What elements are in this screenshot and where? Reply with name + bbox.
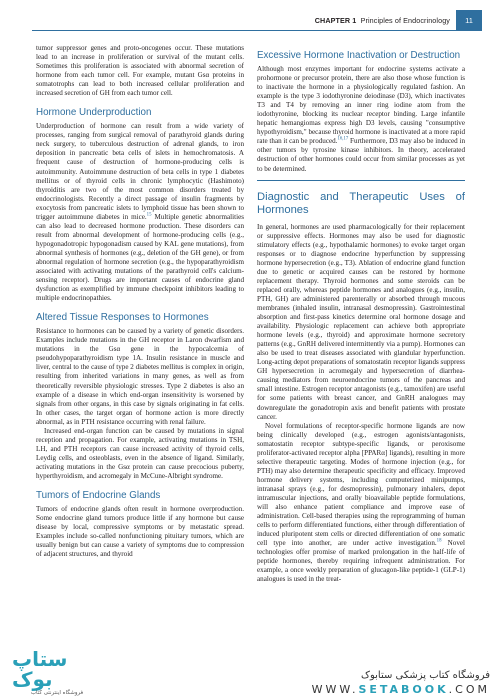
paragraph-intro: tumor suppressor genes and proto-oncogenes occur. These mutations lead to an increase in proliferation or survival of the mutant cells. Sometimes this proliferation is associated with abnormal secretion of hormone from each tumor cell. For example, mutant Gsα proteins in somatotrophs can lead to both increased cellular proliferation and increased secretion of GH from each tumor cell. (36, 44, 244, 98)
url-brand: SETABOOK (358, 683, 449, 696)
paragraph-excessive (257, 65, 465, 174)
running-header (18, 10, 482, 30)
paragraph-tumors: Tumors of endocrine glands often result in hormone overproduction. Some endocrine gland tumors produce little if any hormone but cause disease by local, compressive symptoms or by metastatic spread. Examples include so-called nonfunctioning pituitary tumors, which are usually benign but can cause a variety of symptoms due to compression of adjacent structures, and thyroid (36, 505, 244, 559)
page-number: 11 (456, 10, 482, 30)
citation-16-17[interactable]: 16,17 (337, 137, 349, 143)
paragraph-underproduction-part-b: Multiple genetic abnormalities can also lead to decreased hormone production. These disorders can result from abnormal development of hormone-producing cells (e.g., hypogonadotropic hypogonadism caused by KAL gene mutations), from abnormal synthesis of hormones (e.g., deletion of the GH gene), or from abnormal regulation of hormone secretion (e.g., the hypoparathyroidism associated with activating mutations of the parathyroid cell's calcium-sensing receptor). Drugs are important causes of endocrine gland dysfunction as exemplified by immune checkpoint inhibitors leading to multiple endocrinopathies. (36, 212, 244, 303)
paragraph-diagnostic-1: In general, hormones are used pharmacologically for their replacement or suppressive effects. Hormones may also be used for diagnostic stimulatory effects (e.g., hypothalamic hormones) to evoke target organ responses or to diagnose endocrine hyperfunction by suppressing hormone hypersecretion (e.g., T3). Ablation of endocrine gland function due to genetic or acquired causes can be restored by hormone replacement therapy. Thyroid hormones and some steroids can be replaced orally, whereas peptide hormones and analogues (e.g., insulin, PTH, GH) are administered parenterally or absorbed through mucous membranes (inhaled insulin, intranasal desmopressin). Gastrointestinal absorption and first-pass kinetics determine oral hormone dosage and availability. Physiologic replacement can achieve both appropriate hormone levels (e.g., thyroid) and approximate hormone secretory patterns (e.g., GnRH delivered intermittently via a pump). Hormones can also be used to treat diseases associated with glandular hyperfunction. Long-acting depot preparations of somatostatin receptor ligands suppress GH hypersecretion in acromegaly and hypersecretion of diarrhea-causing mediators from neuroendocrine tumors of the pancreas and small intestine. Estrogen receptor antagonists (e.g., tamoxifen) are useful for some patients with breast cancer, and GnRH analogues may downregulate the gonadotropin axis and benefit patients with prostate cancer. (257, 222, 465, 421)
heading-hormone-underproduction: Hormone Underproduction (36, 107, 152, 119)
heading-excessive-inactivation: Excessive Hormone Inactivation or Destruction (257, 50, 461, 61)
heading-tumors-of-endocrine-glands: Tumors of Endocrine Glands (36, 490, 161, 502)
store-name: فروشگاه کتاب پزشکی ستابوک (361, 670, 490, 681)
paragraph-excessive-part-a: Although most enzymes important for endocrine systems activate a prohormone or precursor protein, there are also those whose function is to inactivate the hormone in a physiologically regulated fashion. An example is the type 3 iodothyronine deiodinase (D3), which inactivates T3 and T4 by removing an inner ring iodine atom from the iodothyronine, blocking its nuclear receptor binding. Large infantile hepatic hemangiomas express high D3 levels, causing "consumptive hypothyroidism," because thyroid hormone is inactivated at a more rapid rate than it can be produced. (257, 65, 465, 146)
paragraph-underproduction (36, 122, 244, 303)
paragraph-diagnostic-2 (257, 422, 465, 585)
logo-mark: ستاپ بوک (12, 647, 68, 691)
url-prefix: WWW. (311, 683, 359, 696)
header-rule (32, 30, 482, 31)
left-column (36, 44, 244, 559)
store-url[interactable] (312, 683, 490, 696)
citation-15[interactable]: 15 (146, 212, 152, 218)
chapter-label: CHAPTER 1 (314, 15, 357, 25)
section-divider (257, 180, 465, 181)
heading-diagnostic-therapeutic-uses: Diagnostic and Therapeutic Uses of Hormones (257, 190, 465, 217)
paragraph-diagnostic-2-part-a: Novel formulations of receptor-specific hormone ligands are now being clinically developed (e.g., estrogen agonists/antagonists, somatostatin receptor subtype-specific ligands, or peroxisome proliferator-activated receptor alpha [PPARα] ligands), resulting in more selective therapeutic targeting. Modes of hormone injection (e.g., for PTH) may also determine therapeutic specificity and efficacy. Improved hormone delivery systems, including computerized minipumps, intranasal sprays (e.g., for desmopressin), pulmonary inhalers, depot intramuscular injections, and orally bioavailable peptide formulations, will also enhance patient compliance and improve ease of administration. Cell-based therapies using the reprogramming of human cells to perform differentiated functions, either through differentiation of induced pluripotent stem cells or directed differentiation of one somatic cell type into another, are under active investigation. (257, 421, 465, 548)
watermark-logo (12, 649, 102, 696)
paragraph-diagnostic-2-part-b: Novel technologies offer promise of marked prolongation in the half-life of peptide hormones, thereby requiring infrequent administration. For example, a once weekly preparation of glucagon-like peptide-1 (GLP-1) analogues is used in the treat- (257, 539, 465, 584)
paragraph-altered-2: Increased end-organ function can be caused by mutations in signal reception and propagation. For example, activating mutations in TSH, LH, and PTH receptors can cause increased activity of thyroid cells, Leydig cells, and osteoblasts, even in the absence of ligand. Similarly, activating mutations in the Gsα protein can cause precocious puberty, hyperthyroidism, and acromegaly in McCune-Albright syndrome. (36, 426, 244, 480)
citation-18[interactable]: 18 (436, 538, 442, 544)
chapter-heading (315, 16, 450, 25)
paragraph-altered-1: Resistance to hormones can be caused by a variety of genetic disorders. Examples include mutations in the GH receptor in Laron dwarfism and mutations in the Gsα gene in the hypocalcemia of pseudohypoparathyroidism type 1A. Insulin resistance in muscle and liver, central to the cause of type 2 diabetes mellitus is complex in origin, resulting from inherited variations in many genes, as well as from theoretically reversible physiologic stresses. Type 2 diabetes is also an example of a disease in which end-organ insensitivity is worsened by signals from other organs, in this case by signals originating in fat cells. In other cases, the target organ of hormone action is more directly abnormal, as in PTH resistance occurring with renal failure. (36, 327, 244, 426)
url-suffix: .COM (448, 683, 490, 696)
heading-altered-tissue-responses: Altered Tissue Responses to Hormones (36, 312, 209, 324)
paragraph-underproduction-part-a: Underproduction of hormone can result from a wide variety of processes, ranging from surgical removal of parathyroid glands during neck surgery, to tuberculous destruction of adrenal glands, to iron deposition in pancreatic beta cells of islets in hemochromatosis. A frequent cause of destruction of hormone-producing cells is autoimmunity. Autoimmune destruction of beta cells in type 1 diabetes mellitus or of thyroid cells in chronic lymphocytic (Hashimoto) thyroiditis are two of the most common disorders treated by endocrinologists. Recently a direct passage of insulin fragments by exocytosis from pancreatic islets to lymphoid tissue has been shown to trigger autoimmune diabetes in mice. (36, 122, 244, 221)
chapter-title: Principles of Endocrinology (360, 15, 450, 25)
paragraph-excessive-part-b: Furthermore, D3 may also be induced in other tumors by tyrosine kinase inhibitors. In theory, accelerated destruction of other hormones could occur from similar processes as yet to be determined. (257, 137, 466, 173)
watermark-store (312, 670, 490, 696)
right-column (257, 44, 465, 584)
watermark-banner (0, 647, 500, 700)
logo-subtitle: فروشگاه اینترنتی کتاب (30, 690, 84, 696)
